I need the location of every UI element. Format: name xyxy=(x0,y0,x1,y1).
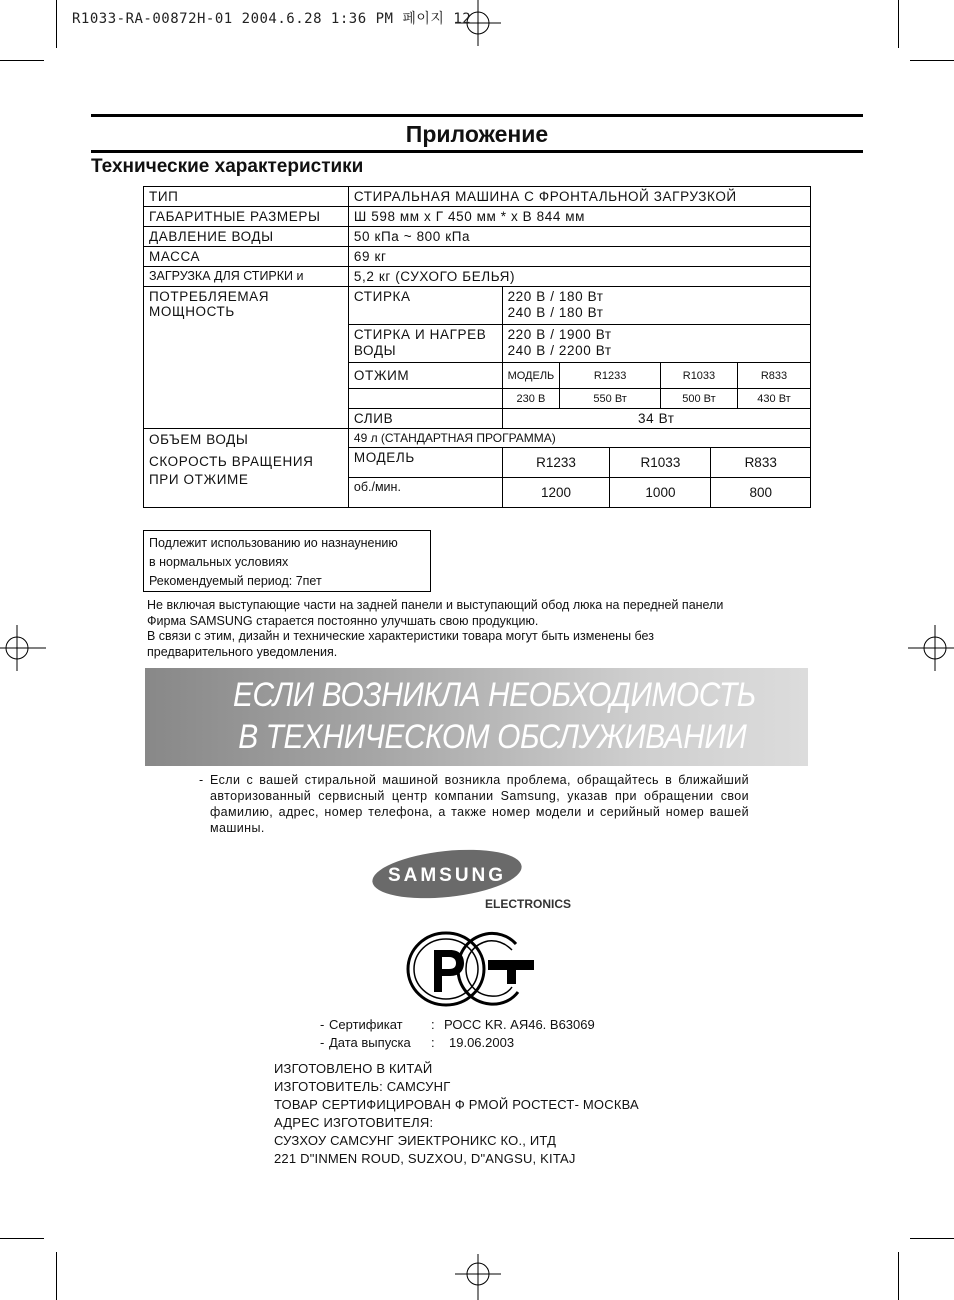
registration-mark-bottom xyxy=(455,1254,501,1300)
spec-value: 69 кг xyxy=(348,247,810,267)
certificate-row xyxy=(320,1016,595,1034)
manufacturer-line: ИЗГОТОВИТЕЛЬ: САМСУНГ xyxy=(274,1079,451,1094)
model-cell: R833 xyxy=(711,448,811,478)
manufacturer-line: 221 D"INMEN ROUD, SUZXOU, D"ANGSU, KITAJ xyxy=(274,1151,576,1166)
power-mode-label xyxy=(348,325,502,363)
spec-label: МАССА xyxy=(144,247,349,267)
registration-mark-right xyxy=(908,625,954,671)
empty-cell xyxy=(348,389,502,409)
spec-label xyxy=(144,287,349,429)
spin-speed-row-label: об./мин. xyxy=(348,478,502,508)
notice-line: Подлежит использованию ио назнаунению xyxy=(149,536,398,550)
service-paragraph: Если с вашей стиральной машиной возникла проблема, обращайтесь в ближайший авторизованный сервисный центр компании Samsung, указав при обращении свои фамилию, адрес, номер телефона, а также номер модели и серийный номер вашей машины. xyxy=(210,773,749,835)
page-title: Приложение xyxy=(405,121,549,147)
spec-table xyxy=(143,186,811,508)
samsung-logo xyxy=(372,846,582,914)
manufacturer-line: ТОВАР СЕРТИФИЦИРОВАН Ф РМОЙ РОСТЕСТ- МОСКВА xyxy=(274,1097,639,1112)
table-row xyxy=(144,187,811,207)
value-line: 220 В / 1900 Вт xyxy=(507,327,612,342)
title-rule-top xyxy=(91,114,863,117)
spin-header-cell: R1033 xyxy=(660,363,737,389)
model-cell: R1033 xyxy=(610,448,711,478)
crop-mark xyxy=(0,60,44,61)
label-line: СТИРКА И НАГРЕВ xyxy=(353,327,487,342)
water-volume-label: ОБЪЕМ ВОДЫ xyxy=(149,432,249,447)
spin-header-cell: R1233 xyxy=(560,363,661,389)
cert-label: Сертификат xyxy=(329,1017,403,1032)
spin-value-cell: 500 Вт xyxy=(660,389,737,409)
footnote-line: Фирма SAMSUNG старается постоянно улучшать свою продукцию. xyxy=(147,613,539,628)
value-line: 240 В / 2200 Вт xyxy=(507,343,612,358)
notice-line: Рекомендуемый период: 7пет xyxy=(149,574,322,588)
pct-certification-mark xyxy=(404,930,536,1008)
cert-value: РОСС KR. АЯ46. В63069 xyxy=(444,1017,595,1032)
date-value: 19.06.2003 xyxy=(449,1034,515,1050)
power-label-line: МОЩНОСТЬ xyxy=(149,304,235,319)
section-title: Технические характеристики xyxy=(91,156,364,177)
manufacturer-line: АДРЕС ИЗГОТОВИТЕЛЯ: xyxy=(274,1115,434,1130)
model-cell: R1233 xyxy=(502,448,610,478)
spin-header-cell: R833 xyxy=(737,363,810,389)
table-row xyxy=(144,267,811,287)
manufacturer-line: ИЗГОТОВЛЕНО В КИТАЙ xyxy=(274,1061,433,1076)
footnote xyxy=(147,598,827,660)
spec-value: Ш 598 мм х Г 450 мм * х В 844 мм xyxy=(348,207,810,227)
banner-line: ЕСЛИ ВОЗНИКЛА НЕОБХОДИМОСТЬ xyxy=(233,676,756,714)
rpm-cell: 800 xyxy=(711,478,811,508)
logo-sub-text: ELECTRONICS xyxy=(484,897,571,911)
crop-mark xyxy=(898,0,899,48)
banner-heading xyxy=(233,674,756,758)
certificate-info xyxy=(320,1016,595,1051)
banner-line: В ТЕХНИЧЕСКОМ ОБСЛУЖИВАНИИ xyxy=(238,718,747,756)
spin-value-cell: 550 Вт xyxy=(560,389,661,409)
spec-value: СТИРАЛЬНАЯ МАШИНА С ФРОНТАЛЬНОЙ ЗАГРУЗКОЙ xyxy=(348,187,810,207)
rpm-cell: 1200 xyxy=(502,478,610,508)
service-instructions xyxy=(199,772,749,836)
table-row xyxy=(144,227,811,247)
spec-value: 5,2 кг (СУХОГО БЕЛЬЯ) xyxy=(348,267,810,287)
manufacturer-line: СУЗХОУ САМСУНГ ЭИЕКТРОНИКС КО., ИТД xyxy=(274,1133,557,1148)
spec-label: ТИП xyxy=(144,187,349,207)
spec-label: ДАВЛЕНИЕ ВОДЫ xyxy=(144,227,349,247)
cert-sep: : xyxy=(431,1034,435,1050)
spec-value: 49 л (СТАНДАРТНАЯ ПРОГРАММА) xyxy=(348,429,810,448)
crop-mark xyxy=(56,1252,57,1300)
spin-speed-label-line: СКОРОСТЬ ВРАЩЕНИЯ xyxy=(149,454,314,469)
crop-mark xyxy=(56,0,57,48)
spin-speed-row-label: МОДЕЛЬ xyxy=(348,448,502,478)
spin-header-cell: МОДЕЛЬ xyxy=(502,363,560,389)
spec-label xyxy=(144,429,349,508)
power-mode-label: ОТЖИМ xyxy=(348,363,502,389)
notice-line: в нормальных условиях xyxy=(149,555,289,569)
table-row xyxy=(144,287,811,325)
logo-brand-text: SAMSUNG xyxy=(387,865,507,886)
power-mode-value xyxy=(502,287,810,325)
crop-mark xyxy=(0,1238,44,1239)
value-line: 220 В / 180 Вт xyxy=(507,289,604,304)
spin-value-cell: 230 В xyxy=(502,389,560,409)
spec-label: ГАБАРИТНЫЕ РАЗМЕРЫ xyxy=(144,207,349,227)
cert-sep: : xyxy=(431,1017,435,1032)
manufacturer-info xyxy=(274,1060,639,1168)
spin-speed-label-line: ПРИ ОТЖИМЕ xyxy=(149,472,249,487)
print-info: R1033-RA-00872H-01 2004.6.28 1:36 PM 페이지 12 xyxy=(72,11,472,27)
usage-notice-box xyxy=(143,530,431,592)
cert-dash: - xyxy=(320,1034,325,1050)
date-label: Дата выпуска xyxy=(329,1034,411,1050)
rpm-cell: 1000 xyxy=(610,478,711,508)
power-mode-value xyxy=(502,325,810,363)
table-row xyxy=(144,247,811,267)
spec-label: ЗАГРУЗКА ДЛЯ СТИРКИ и xyxy=(144,267,349,287)
power-mode-label: СЛИВ xyxy=(348,409,502,429)
label-line: ВОДЫ xyxy=(353,343,397,358)
spec-value: 50 кПа ~ 800 кПа xyxy=(348,227,810,247)
title-rule-bottom xyxy=(91,150,863,153)
spin-value-cell: 430 Вт xyxy=(737,389,810,409)
service-banner xyxy=(145,668,808,766)
cert-dash: - xyxy=(320,1017,325,1032)
table-row xyxy=(144,207,811,227)
power-mode-value: 34 Вт xyxy=(502,409,810,429)
footnote-line: В связи с этим, дизайн и технические характеристики товара могут быть изменены без xyxy=(147,629,654,643)
value-line: 240 В / 180 Вт xyxy=(507,305,604,320)
footnote-line: Не включая выступающие части на задней панели и выступающий обод люка на передней панели xyxy=(147,598,724,612)
power-mode-label: СТИРКА xyxy=(348,287,502,325)
footnote-line: предварительного уведомления. xyxy=(147,644,338,659)
bullet-dash: - xyxy=(199,773,204,787)
power-label-line: ПОТРЕБЛЯЕМАЯ xyxy=(149,289,270,304)
crop-mark xyxy=(898,1252,899,1300)
registration-mark-left xyxy=(0,625,46,671)
date-row xyxy=(320,1034,595,1052)
crop-mark xyxy=(910,60,954,61)
crop-mark xyxy=(910,1238,954,1239)
table-row xyxy=(144,429,811,448)
